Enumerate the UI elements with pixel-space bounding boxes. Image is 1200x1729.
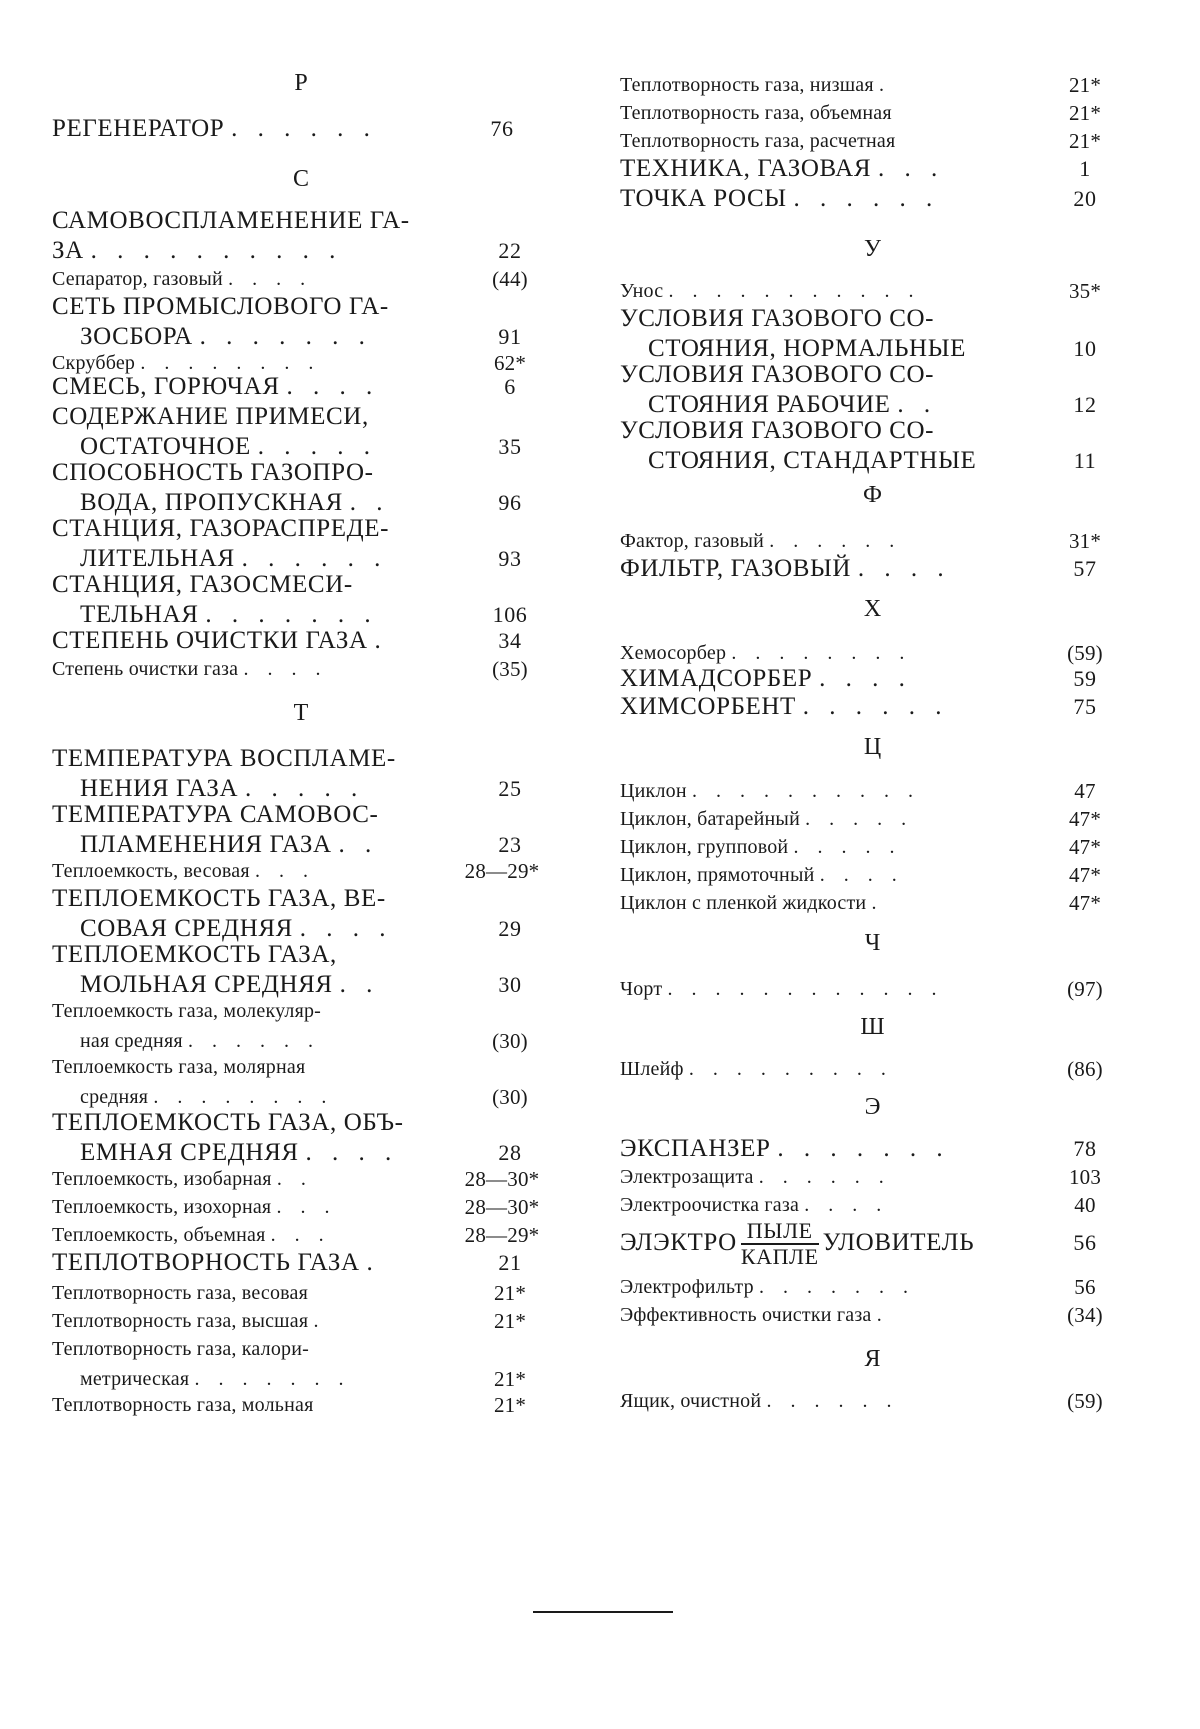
page-number: 40 [1074, 1193, 1096, 1217]
section-heading-s: С [292, 166, 309, 192]
fraction-top: ПЫЛЕ [741, 1219, 819, 1245]
page-number: 103 [1068, 1165, 1102, 1189]
entry-text: ЭКСПАНЗЕР [620, 1135, 771, 1162]
entry-text: Чорт [620, 978, 663, 1000]
index-entry-loop: Шлейф . . . . . . . . . (86) [620, 1054, 1125, 1084]
fraction-bottom: КАПЛЕ [740, 1244, 819, 1270]
entry-text: СЕТЬ ПРОМЫСЛОВОГО ГА- [52, 293, 389, 320]
index-entry-chemosorber: Хемосорбер . . . . . . . . (59) [620, 638, 1125, 668]
page-number: 28 [498, 1140, 522, 1165]
index-entry-heat-capacity-weight: Теплоемкость, весовая . . . 28—29* [52, 856, 550, 886]
entry-text: Скруббер [52, 352, 136, 374]
index-entry-heat-capacity-molecular: Теплоемкость газа, молекуляр- ная средняя . . . . . . (30) [52, 996, 550, 1056]
page-number: 25 [498, 776, 522, 801]
section-heading-f: Ф [863, 482, 882, 508]
page-number: (30) [492, 1085, 528, 1109]
entry-text: Эффективность очистки газа [620, 1304, 872, 1326]
entry-text-cont: ная средняя [80, 1030, 183, 1052]
entry-text: ТЕПЛОЕМКОСТЬ ГАЗА, ВЕ- [52, 885, 386, 912]
entry-text: ТЕПЛОТВОРНОСТЬ ГАЗА [52, 1249, 360, 1276]
page-number: 47* [1068, 835, 1102, 859]
index-entry-calorific-higher: Теплотворность газа, высшая . 21* [52, 1306, 550, 1336]
page-number: 30 [498, 972, 522, 997]
entry-text: УСЛОВИЯ ГАЗОВОГО СО- [620, 417, 935, 444]
index-entry-heat-capacity-molar-avg-caps: ТЕПЛОЕМКОСТЬ ГАЗА, МОЛЬНАЯ СРЕДНЯЯ . . 30 [52, 940, 550, 1000]
page-number: 21 [498, 1250, 522, 1275]
section-heading-t: Т [293, 700, 309, 726]
entry-text: Теплоемкость, объемная [52, 1224, 266, 1246]
index-entry-chemadsorber: ХИМАДСОРБЕР . . . . 59 [620, 664, 1125, 694]
entry-text: Шлейф [620, 1058, 684, 1080]
page-number: 91 [498, 324, 522, 349]
page-number: 22 [498, 238, 522, 263]
index-entry-calorific-molar [52, 1390, 550, 1420]
page-number: (59) [1067, 641, 1103, 665]
entry-text: Унос [620, 280, 664, 302]
entry-text: УСЛОВИЯ ГАЗОВОГО СО- [620, 305, 935, 332]
entry-text: Теплотворность газа, весовая [52, 1282, 309, 1304]
page-number: (97) [1067, 977, 1103, 1001]
entry-text: УСЛОВИЯ ГАЗОВОГО СО- [620, 361, 935, 388]
entry-text: Теплоемкость газа, молярная [52, 1056, 306, 1078]
page-number: 47* [1068, 807, 1102, 831]
footer-rule [533, 1611, 673, 1613]
entry-text: РЕГЕНЕРАТОР [52, 115, 225, 142]
index-entry-heat-capacity-weight-avg: ТЕПЛОЕМКОСТЬ ГАЗА, ВЕ- СОВАЯ СРЕДНЯЯ . . . . 29 [52, 884, 550, 944]
index-entry-electrofilter: Электрофильтр . . . . . . . 56 [620, 1272, 1125, 1302]
index-entry-ignition-temp: ТЕМПЕРАТУРА ВОСПЛАМЕ- НЕНИЯ ГАЗА . . . . . 25 [52, 744, 550, 804]
page-number: 28—29* [464, 859, 540, 883]
entry-text: СТАНЦИЯ, ГАЗОРАСПРЕДЕ- [52, 515, 390, 542]
entry-text: Теплотворность газа, расчетная [620, 130, 896, 152]
entry-text: Теплоемкость газа, молекуляр- [52, 1000, 322, 1022]
page-number: 59 [1073, 666, 1097, 691]
page-number: 78 [1073, 1136, 1097, 1161]
index-entry-cleaning-degree-caps: СТЕПЕНЬ ОЧИСТКИ ГАЗА . 34 [52, 626, 550, 656]
page-number: 47* [1068, 891, 1102, 915]
index-entry-self-ignition: САМОВОСПЛАМЕНЕНИЕ ГА- ЗА . . . . . . . . . . 22 [52, 206, 550, 266]
page-number: 106 [492, 602, 528, 627]
section-heading-e: Э [864, 1094, 881, 1120]
entry-text: СТЕПЕНЬ ОЧИСТКИ ГАЗА [52, 627, 368, 654]
page-number: 21* [493, 1367, 527, 1391]
index-entry-working-conditions: УСЛОВИЯ ГАЗОВОГО СО- СТОЯНИЯ РАБОЧИЕ . . 12 [620, 360, 1125, 420]
index-entry-regenerator: РЕГЕНЕРАТОР . . . . . . 76 [52, 114, 542, 144]
fraction [741, 1219, 819, 1269]
entry-text-cont: НЕНИЯ ГАЗА [80, 775, 239, 802]
index-entry-heat-capacity-molar: Теплоемкость газа, молярная средняя . . . . . . . . (30) [52, 1052, 550, 1112]
entry-text: СМЕСЬ, ГОРЮЧАЯ [52, 373, 280, 400]
index-entry-self-ignition-temp: ТЕМПЕРАТУРА САМОВОС- ПЛАМЕНЕНИЯ ГАЗА . . 23 [52, 800, 550, 860]
entry-text: ХИМАДСОРБЕР [620, 665, 813, 692]
page-number: 21* [493, 1309, 527, 1333]
entry-text: ХИМСОРБЕНТ [620, 693, 796, 720]
entry-text: ТЕПЛОЕМКОСТЬ ГАЗА, ОБЪ- [52, 1109, 404, 1136]
page-number: (35) [492, 657, 528, 681]
page-number: 21* [1068, 129, 1102, 153]
index-entry-gas-factor: Фактор, газовый . . . . . . 31* [620, 526, 1125, 556]
page-number: 28—30* [464, 1195, 540, 1219]
entry-text-suffix: УЛОВИТЕЛЬ [822, 1229, 975, 1256]
entry-text: Теплоемкость, весовая [52, 860, 250, 882]
index-entry-efficiency: Эффективность очистки газа . (34) [620, 1300, 1125, 1330]
index-entry-residual-impurity: СОДЕРЖАНИЕ ПРИМЕСИ, ОСТАТОЧНОЕ . . . . . 35 [52, 402, 550, 462]
section-heading-ts: Ц [863, 734, 882, 760]
index-entry-scrubber: Скруббер . . . . . . . . 62* [52, 348, 550, 378]
entry-text: ЭЛЭКТРО [620, 1229, 737, 1256]
entry-text: Теплоемкость, изохорная [52, 1196, 272, 1218]
entry-text: ТЕПЛОЕМКОСТЬ ГАЗА, [52, 941, 337, 968]
index-entry-calorific-design [620, 126, 1125, 156]
section-heading-u: У [864, 236, 881, 262]
entry-text: Теплотворность газа, низшая [620, 74, 874, 96]
page-number: (86) [1067, 1057, 1103, 1081]
entry-text-cont: МОЛЬНАЯ СРЕДНЯЯ [80, 971, 333, 998]
index-entry-calorific-weight [52, 1278, 550, 1308]
index-entry-cyclone-film: Циклон с пленкой жидкости . 47* [620, 888, 1125, 918]
entry-text: Циклон, групповой [620, 836, 789, 858]
page-number: 47 [1074, 779, 1096, 803]
index-entry-calorific-calorimetric: Теплотворность газа, калори- метрическая . . . . . . . 21* [52, 1334, 550, 1394]
entry-text-cont: ЗОСБОРА [80, 323, 193, 350]
page-number: 56 [1073, 1230, 1097, 1255]
entry-text: Степень очистки газа [52, 658, 239, 680]
entry-text: Теплотворность газа, калори- [52, 1338, 310, 1360]
entry-text: Фактор, газовый [620, 530, 765, 552]
entry-text-cont: СТОЯНИЯ, НОРМАЛЬНЫЕ [648, 335, 966, 362]
entry-text: ТЕМПЕРАТУРА ВОСПЛАМЕ- [52, 745, 396, 772]
section-heading-r: Р [294, 70, 308, 96]
page-number: 34 [498, 628, 522, 653]
index-entry-electro-catcher [620, 1216, 1125, 1270]
entry-text: Хемосорбер [620, 642, 727, 664]
entry-text: Ящик, очистной [620, 1390, 762, 1412]
page-number: 31* [1068, 529, 1102, 553]
entry-text-cont: ОСТАТОЧНОЕ [80, 433, 251, 460]
entry-text-cont: ПЛАМЕНЕНИЯ ГАЗА [80, 831, 332, 858]
entry-text: САМОВОСПЛАМЕНЕНИЕ ГА- [52, 207, 410, 234]
entry-text-cont: средняя [80, 1086, 149, 1108]
entry-text: Теплотворность газа, высшая [52, 1310, 309, 1332]
entry-text-cont: ЛИТЕЛЬНАЯ [80, 545, 235, 572]
index-entry-cyclone-group: Циклон, групповой . . . . . 47* [620, 832, 1125, 862]
page-number: 12 [1073, 392, 1097, 417]
index-entry-cyclone-straight: Циклон, прямоточный . . . . 47* [620, 860, 1125, 890]
entry-text: Электрозащита [620, 1166, 754, 1188]
page-number: 6 [504, 374, 516, 399]
index-entry-cyclone: Циклон . . . . . . . . . . 47 [620, 776, 1125, 806]
entry-text-cont: ВОДА, ПРОПУСКНАЯ [80, 489, 343, 516]
index-entry-heat-capacity-isobaric: Теплоемкость, изобарная . . 28—30* [52, 1164, 550, 1194]
entry-text: Циклон [620, 780, 687, 802]
index-entry-chort: Чорт . . . . . . . . . . . . (97) [620, 974, 1125, 1004]
entry-text: СОДЕРЖАНИЕ ПРИМЕСИ, [52, 403, 369, 430]
index-entry-calorific-value-caps: ТЕПЛОТВОРНОСТЬ ГАЗА . 21 [52, 1248, 550, 1278]
index-entry-heat-capacity-volume-avg: ТЕПЛОЕМКОСТЬ ГАЗА, ОБЪ- ЕМНАЯ СРЕДНЯЯ . . . . 28 [52, 1108, 550, 1168]
entry-text-cont: ТЕЛЬНАЯ [80, 601, 199, 628]
page-number: 56 [1074, 1275, 1096, 1299]
page-number: 35* [1068, 279, 1102, 303]
page-number: 47* [1068, 863, 1102, 887]
index-entry-distribution-station: СТАНЦИЯ, ГАЗОРАСПРЕДЕ- ЛИТЕЛЬНАЯ . . . . . . 93 [52, 514, 550, 574]
index-entry-dew-point: ТОЧКА РОСЫ . . . . . . 20 [620, 184, 1125, 214]
index-entry-cyclone-battery: Циклон, батарейный . . . . . 47* [620, 804, 1125, 834]
entry-text: Циклон с пленкой жидкости [620, 892, 867, 914]
entry-text: Теплотворность газа, мольная [52, 1394, 314, 1416]
entry-text-cont: СОВАЯ СРЕДНЯЯ [80, 915, 293, 942]
index-entry-gathering-network: СЕТЬ ПРОМЫСЛОВОГО ГА- ЗОСБОРА . . . . . . . 91 [52, 292, 550, 352]
entry-text: ФИЛЬТР, ГАЗОВЫЙ [620, 555, 852, 582]
entry-text: СПОСОБНОСТЬ ГАЗОПРО- [52, 459, 374, 486]
index-entry-normal-conditions [620, 304, 1125, 364]
page-number: 21* [1068, 101, 1102, 125]
entry-text-cont: ЗА [52, 237, 84, 264]
index-entry-calorific-volume [620, 98, 1125, 128]
index-entry-carryover: Унос . . . . . . . . . . . 35* [620, 276, 1125, 306]
index-entry-separator: Сепаратор, газовый . . . . (44) [52, 264, 550, 294]
index-entry-standard-conditions [620, 416, 1125, 476]
index-entry-gas-filter: ФИЛЬТР, ГАЗОВЫЙ . . . . 57 [620, 554, 1125, 584]
section-heading-ch: Ч [864, 930, 881, 956]
page-number: (59) [1067, 1389, 1103, 1413]
entry-text: Циклон, батарейный [620, 808, 800, 830]
entry-text-cont: СТОЯНИЯ РАБОЧИЕ [648, 391, 891, 418]
page-number: 20 [1073, 186, 1097, 211]
entry-text: Теплотворность газа, объемная [620, 102, 892, 124]
page-number: 62* [493, 351, 527, 375]
page-number: 96 [498, 490, 522, 515]
index-entry-fuel-mix: СМЕСЬ, ГОРЮЧАЯ . . . . 6 [52, 372, 550, 402]
entry-text: Циклон, прямоточный [620, 864, 815, 886]
page-number: (34) [1067, 1303, 1103, 1327]
page-number: 11 [1073, 448, 1097, 473]
index-entry-heat-capacity-isochoric: Теплоемкость, изохорная . . . 28—30* [52, 1192, 550, 1222]
entry-text: Теплоемкость, изобарная [52, 1168, 272, 1190]
page-number: 21* [493, 1393, 527, 1417]
section-heading-ya: Я [864, 1346, 881, 1372]
page-number: 35 [498, 434, 522, 459]
entry-text-cont: метрическая [80, 1368, 190, 1390]
index-entry-electroprotection: Электрозащита . . . . . . 103 [620, 1162, 1125, 1192]
index-entry-mixing-station: СТАНЦИЯ, ГАЗОСМЕСИ- ТЕЛЬНАЯ . . . . . . . 106 [52, 570, 550, 630]
page-number: (30) [492, 1029, 528, 1053]
page-number: 28—29* [464, 1223, 540, 1247]
section-heading-h: Х [863, 596, 882, 622]
page-number: 29 [498, 916, 522, 941]
index-entry-electrocleaning: Электроочистка газа . . . . 40 [620, 1190, 1125, 1220]
page-number: 21* [493, 1281, 527, 1305]
page-number: (44) [492, 267, 528, 291]
page-number: 21* [1068, 73, 1102, 97]
page-number: 23 [498, 832, 522, 857]
page-number: 10 [1073, 336, 1097, 361]
page-number: 76 [490, 116, 514, 141]
entry-text: ТОЧКА РОСЫ [620, 185, 787, 212]
page-number: 1 [1079, 156, 1091, 181]
index-entry-cleaning-degree: Степень очистки газа . . . . (35) [52, 654, 550, 684]
index-entry-throughput: СПОСОБНОСТЬ ГАЗОПРО- ВОДА, ПРОПУСКНАЯ . . 96 [52, 458, 550, 518]
entry-text: ТЕМПЕРАТУРА САМОВОС- [52, 801, 379, 828]
index-entry-chemsorbent: ХИМСОРБЕНТ . . . . . . 75 [620, 692, 1125, 722]
entry-text-cont: СТОЯНИЯ, СТАНДАРТНЫЕ [648, 447, 977, 474]
index-entry-expander: ЭКСПАНЗЕР . . . . . . . 78 [620, 1134, 1125, 1164]
entry-text: ТЕХНИКА, ГАЗОВАЯ [620, 155, 872, 182]
index-entry-cleaning-box: Ящик, очистной . . . . . . (59) [620, 1386, 1125, 1416]
page-number: 28—30* [464, 1167, 540, 1191]
entry-text: Электрофильтр [620, 1276, 754, 1298]
index-entry-gas-technology: ТЕХНИКА, ГАЗОВАЯ . . . 1 [620, 154, 1125, 184]
entry-text: Сепаратор, газовый [52, 268, 223, 290]
page-number: 57 [1073, 556, 1097, 581]
entry-text: Электроочистка газа [620, 1194, 800, 1216]
page-number: 93 [498, 546, 522, 571]
section-heading-sh: Ш [860, 1014, 885, 1040]
index-entry-calorific-lower: Теплотворность газа, низшая . 21* [620, 70, 1125, 100]
entry-text-cont: ЕМНАЯ СРЕДНЯЯ [80, 1139, 299, 1166]
index-entry-heat-capacity-volume: Теплоемкость, объемная . . . 28—29* [52, 1220, 550, 1250]
page-number: 75 [1073, 694, 1097, 719]
entry-text: СТАНЦИЯ, ГАЗОСМЕСИ- [52, 571, 353, 598]
